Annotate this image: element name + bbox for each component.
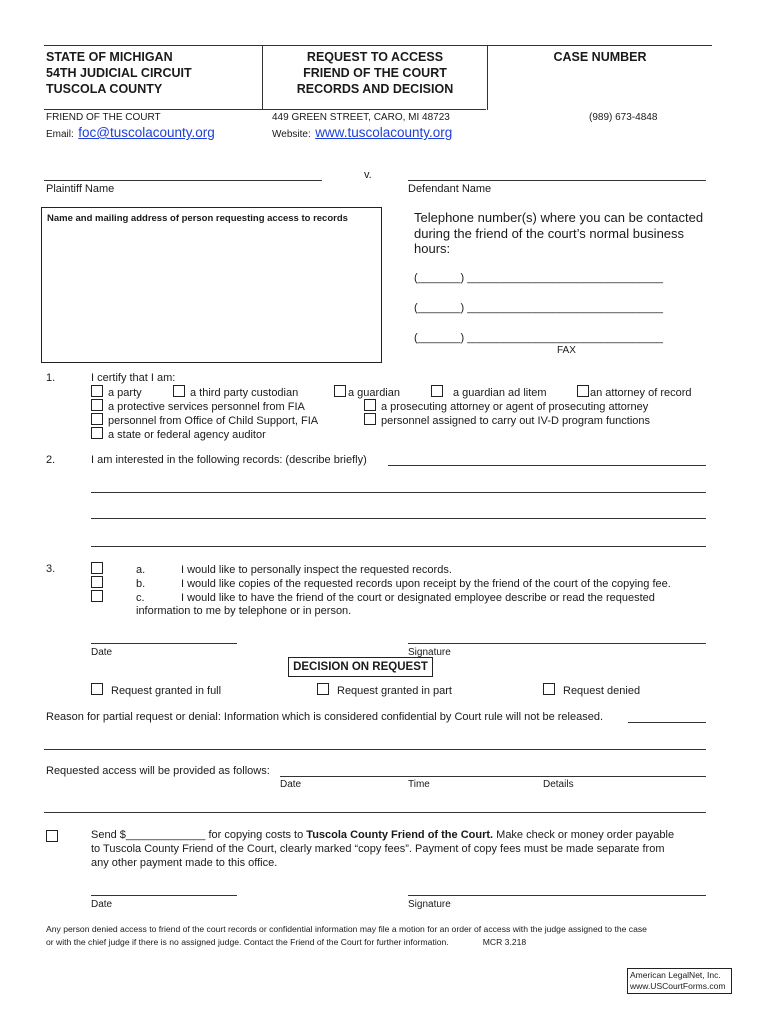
publisher-url: www.USCourtForms.com (630, 981, 726, 991)
versus: v. (364, 169, 372, 181)
court-circuit: 54TH JUDICIAL CIRCUIT (46, 66, 192, 80)
access-field[interactable] (280, 776, 706, 777)
records-field-line-3[interactable] (91, 518, 706, 519)
option-describe-continuation: information to me by telephone or in person. (136, 605, 352, 617)
signature-field-1[interactable] (408, 643, 706, 644)
telephone-instructions: Telephone number(s) where you can be contacted during the friend of the court’s normal business hours: (414, 210, 704, 256)
option-third-party-custodian[interactable]: a third party custodian (173, 385, 298, 399)
payment-checkbox-wrap (46, 828, 63, 846)
checkbox[interactable] (173, 385, 185, 397)
checkbox-describe[interactable] (91, 590, 103, 602)
header-top-rule (44, 45, 712, 46)
section-2-number: 2. (46, 454, 56, 466)
checkbox[interactable] (543, 683, 555, 695)
signature-field-2[interactable] (408, 895, 706, 896)
option-denied[interactable]: Request denied (543, 683, 640, 697)
plaintiff-name-field[interactable] (44, 180, 322, 181)
section-3-options (181, 563, 721, 605)
option-attorney-of-record[interactable]: an attorney of record (577, 385, 692, 399)
checkbox[interactable] (91, 399, 103, 411)
access-details-label: Details (543, 779, 574, 790)
checkbox-inspect[interactable] (91, 562, 103, 574)
office-phone: (989) 673-4848 (589, 112, 658, 123)
option-agency-auditor[interactable]: a state or federal agency auditor (91, 427, 266, 441)
fax-label: FAX (557, 345, 576, 356)
access-time-label: Time (408, 779, 430, 790)
option-guardian-ad-litem[interactable]: a guardian ad litem (431, 385, 547, 399)
court-county: TUSCOLA COUNTY (46, 82, 163, 96)
checkbox[interactable] (91, 427, 103, 439)
section-3-number: 3. (46, 563, 56, 575)
checkbox[interactable] (364, 413, 376, 425)
records-field-line-1[interactable] (388, 465, 706, 466)
defendant-label: Defendant Name (408, 183, 492, 195)
date-field-1[interactable] (91, 643, 237, 644)
option-describe-text: I would like to have the friend of the court or designated employee describe or read the requested (181, 592, 655, 604)
header-bottom-rule (44, 109, 486, 110)
option-copies-text: I would like copies of the requested records upon receipt by the friend of the court of the copying fee. (181, 578, 671, 590)
payment-checkbox[interactable] (46, 830, 58, 842)
option-protective-services[interactable]: a protective services personnel from FIA (91, 399, 305, 413)
footer-notice: Any person denied access to friend of the court records or confidential information may file a motion for an order of access with the judge assigned to the case or with the chief judge if there is no assigned judge. Contact the Friend of the Court for further information. MCR 3.218 (46, 924, 647, 947)
checkbox[interactable] (317, 683, 329, 695)
office-name: FRIEND OF THE COURT (46, 112, 161, 123)
date-label-1: Date (91, 647, 113, 658)
payee: Tuscola County Friend of the Court. (306, 829, 494, 841)
access-date-label: Date (280, 779, 302, 790)
checkbox[interactable] (431, 385, 443, 397)
requester-box-label: Name and mailing address of person requesting access to records (47, 213, 348, 224)
checkbox[interactable] (91, 413, 103, 425)
payment-amount-field[interactable]: _____________ (125, 829, 206, 841)
checkbox[interactable] (91, 385, 103, 397)
section-1-intro: I certify that I am: (91, 372, 176, 384)
plaintiff-label: Plaintiff Name (46, 183, 115, 195)
website-label: Website: (272, 129, 311, 140)
denial-reason-text: Reason for partial request or denial: Information which is considered confidential by Court rule will not be released. (46, 711, 604, 723)
office-address: 449 GREEN STREET, CARO, MI 48723 (272, 112, 450, 123)
checkbox[interactable] (334, 385, 346, 397)
form-title: REQUEST TO ACCESS FRIEND OF THE COURT RECORDS AND DECISION (296, 50, 454, 96)
checkbox[interactable] (91, 683, 103, 695)
option-child-support-personnel[interactable]: personnel from Office of Child Support, FIA (91, 413, 318, 427)
checkbox[interactable] (364, 399, 376, 411)
option-party[interactable]: a party (91, 385, 142, 399)
checkbox[interactable] (577, 385, 589, 397)
email-link[interactable]: foc@tuscolacounty.org (78, 125, 215, 140)
denial-reason-field-2[interactable] (44, 749, 706, 750)
option-inspect-text: I would like to personally inspect the requested records. (181, 564, 452, 576)
option-prosecuting-attorney[interactable]: a prosecuting attorney or agent of prosecuting attorney (364, 399, 648, 413)
payment-instructions: Send $_____________ for copying costs to Tuscola County Friend of the Court. Make check or money order payable to Tuscola County Friend of the Court, clearly marked “copy fees”. Payment of copy fees must be made separate from any other payment made to this office. (91, 829, 675, 869)
defendant-name-field[interactable] (408, 180, 706, 181)
phone-field-1[interactable]: (_______) ________________________________ (414, 272, 663, 284)
option-iv-d-personnel[interactable]: personnel assigned to carry out IV-D program functions (364, 413, 650, 427)
case-number-label: CASE NUMBER (553, 50, 647, 64)
section-1-number: 1. (46, 372, 56, 384)
email-row (46, 124, 215, 142)
email-label: Email: (46, 129, 74, 140)
option-granted-part[interactable]: Request granted in part (317, 683, 452, 697)
section-3-letters: a. b. c. (136, 564, 146, 604)
website-row (272, 124, 452, 142)
records-field-line-4[interactable] (91, 546, 706, 547)
date-field-2[interactable] (91, 895, 237, 896)
phone-field-2[interactable]: (_______) ________________________________ (414, 302, 663, 314)
denial-reason-field-1[interactable] (628, 722, 706, 723)
section-2-text: I am interested in the following records: (describe briefly) (91, 454, 367, 466)
signature-label-2: Signature (408, 899, 451, 910)
publisher-name: American LegalNet, Inc. (630, 970, 721, 980)
signature-label-1: Signature (408, 647, 451, 658)
access-label: Requested access will be provided as follows: (46, 765, 270, 777)
option-granted-full[interactable]: Request granted in full (91, 683, 221, 697)
court-name (46, 49, 192, 97)
access-field-2[interactable] (44, 812, 706, 813)
requester-address-box[interactable] (41, 207, 382, 363)
phone-field-fax[interactable]: (_______) ________________________________ (414, 332, 663, 344)
court-rule: MCR 3.218 (482, 937, 527, 947)
publisher-box (627, 968, 732, 994)
checkbox-copies[interactable] (91, 576, 103, 588)
records-field-line-2[interactable] (91, 492, 706, 493)
option-guardian[interactable]: a guardian (334, 385, 400, 399)
date-label-2: Date (91, 899, 113, 910)
court-state: STATE OF MICHIGAN (46, 50, 173, 64)
decision-title: DECISION ON REQUEST (288, 657, 433, 677)
website-link[interactable]: www.tuscolacounty.org (315, 125, 453, 140)
section-3-checkboxes (91, 562, 103, 604)
